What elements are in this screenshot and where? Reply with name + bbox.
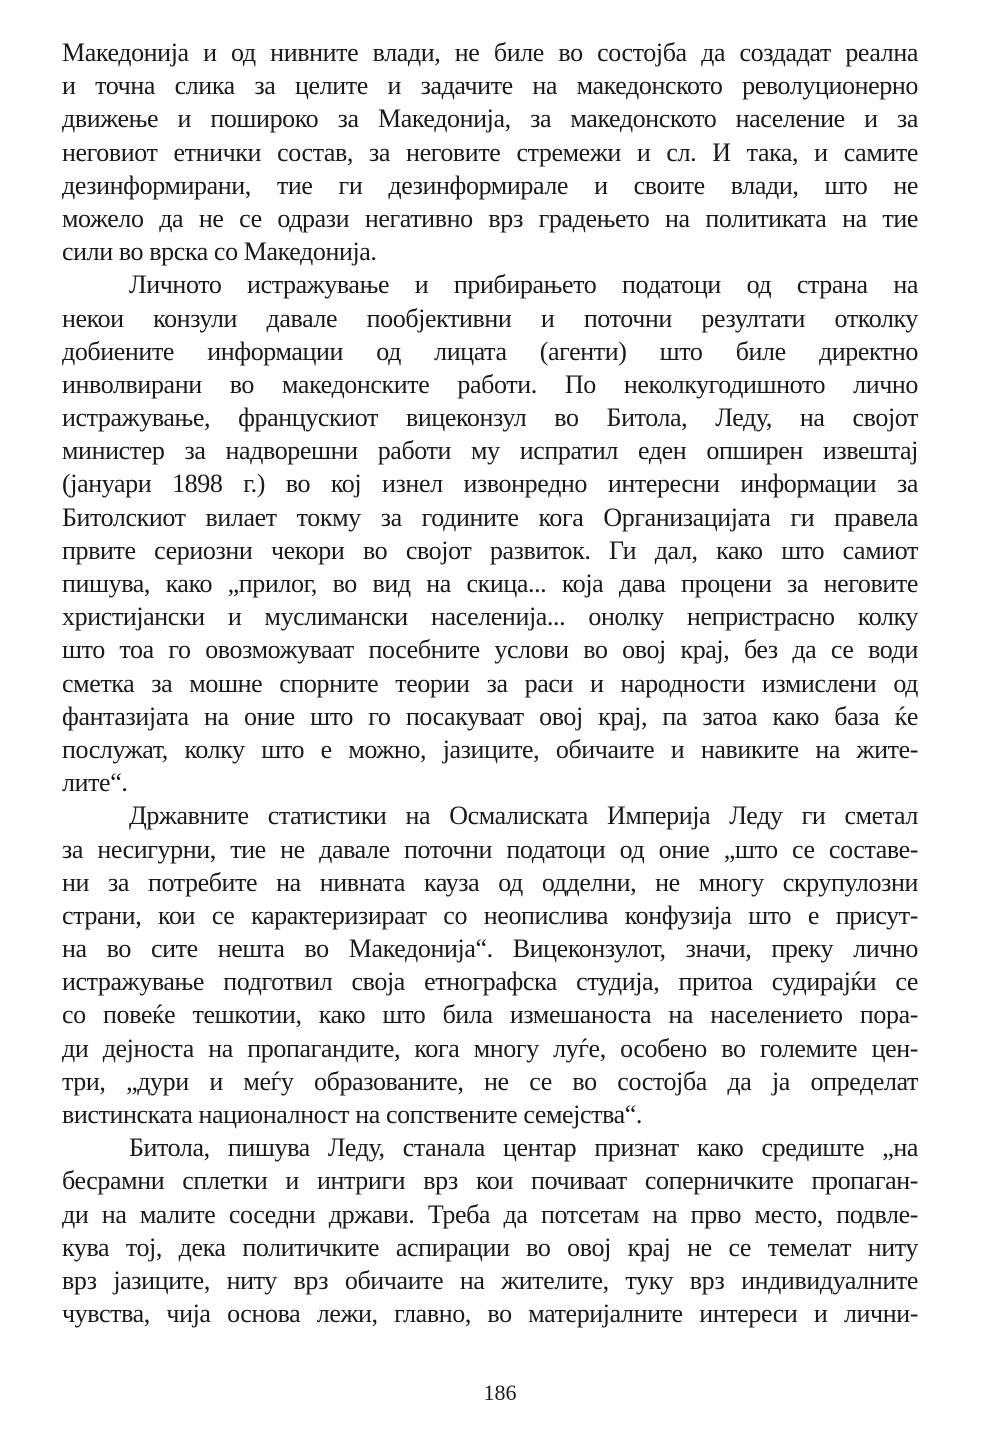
text-line: чувства, чија основа лежи, главно, во материјалните интереси и лични- — [62, 1299, 918, 1329]
text-line: и точна слика за целите и задачите на македонското револуционерно — [62, 71, 918, 101]
text-line: ди на малите соседни држави. Треба да потсетам на прво место, подвле- — [62, 1199, 918, 1229]
text-line: ди дејноста на пропагандите, кога многу луѓе, особено во големите цен- — [62, 1033, 918, 1063]
text-line: дезинформирани, тие ги дезинформирале и своите влади, што не — [62, 170, 918, 200]
text-line: пишува, како „прилог, во вид на скица... која дава процени за неговите — [62, 569, 918, 598]
text-line: некои конзули давале пообјективни и поточни резултати отколку — [62, 303, 918, 333]
page-number: 186 — [483, 1380, 517, 1405]
text-line: истражување, францускиот вицеконзул во Битола, Леду, на својот — [62, 403, 918, 433]
paragraph — [62, 36, 918, 268]
text-line: Македонија и од нивните влади, не биле во состојба да создадат реална — [62, 38, 918, 67]
text-line: неговиот етнички состав, за неговите стремежи и сл. И така, и самите — [62, 137, 918, 167]
text-line: со повеќе тешкотии, како што била измешаноста на населението пора- — [62, 1000, 918, 1030]
text-line: што тоа го овозможуваат посебните услови во овој крај, без да се води — [62, 635, 918, 665]
text-line: министер за надворешни работи му испратил еден опширен извештај — [62, 436, 918, 466]
text-line: вистинската националност на сопствените семејства“. — [62, 1100, 643, 1129]
text-line: сметка за мошне спорните теории за раси и народности измислени од — [62, 668, 918, 698]
text-line: кува тој, дека политичките аспирации во овој крај не се темелат ниту — [62, 1232, 918, 1262]
text-line: можело да не се одрази негативно врз градењето на политиката на тие — [62, 203, 918, 233]
text-line: инволвирани во македонските работи. По неколкугодишното лично — [62, 369, 918, 399]
text-line: страни, кои се карактеризираат со неопислива конфузија што е присут- — [62, 900, 918, 930]
paragraph — [62, 799, 918, 1131]
text-line: врз јазиците, ниту врз обичаите на жителите, туку врз индивидуалните — [62, 1265, 918, 1295]
text-line: послужат, колку што е можно, јазиците, обичаите и навиките на жите- — [62, 734, 918, 764]
text-line: Личното истражување и прибирањето податоци од страна на — [129, 270, 918, 300]
text-line: добиените информации од лицата (агенти) што биле директно — [62, 336, 918, 366]
text-line: за несигурни, тие не давале поточни податоци од оние „што се составе- — [62, 834, 918, 864]
text-line: (јануари 1898 г.) во кој изнел извонредно интересни информации за — [62, 469, 918, 499]
text-line: првите сериозни чекори во својот развиток. Ги дал, како што самиот — [62, 535, 918, 565]
text-line: Државните статистики на Осмалиската Империја Леду ги сметал — [129, 801, 918, 831]
paragraph — [62, 1131, 918, 1330]
text-line: три, „дури и меѓу образованите, не се во состојба да ја определат — [62, 1066, 918, 1096]
text-line: Битола, пишува Леду, станала центар признат како средиште „на — [129, 1133, 918, 1163]
text-line: движење и пошироко за Македонија, за македонското население и за — [62, 104, 918, 134]
text-line: истражување подготвил своја етнографска студија, притоа судирајќи се — [62, 967, 918, 997]
page-body — [62, 36, 918, 1330]
text-line: сили во врска со Македонија. — [62, 237, 377, 267]
text-line: ни за потребите на нивната кауза од одделни, не многу скрупулозни — [62, 867, 918, 897]
text-line: Битолскиот вилает токму за годините кога Организацијата ги правела — [62, 502, 918, 532]
text-line: бесрамни сплетки и интриги врз кои почиваат соперничките пропаган- — [62, 1166, 918, 1196]
text-line: лите“. — [62, 768, 128, 798]
text-line: христијански и муслимански населенија... онолку непристрасно колку — [62, 602, 918, 632]
paragraph — [62, 268, 918, 799]
text-line: на во сите нешта во Македонија“. Вицеконзулот, значи, преку лично — [62, 934, 918, 964]
text-line: фантазијата на оние што го посакуваат овој крај, па затоа како база ќе — [62, 701, 918, 731]
